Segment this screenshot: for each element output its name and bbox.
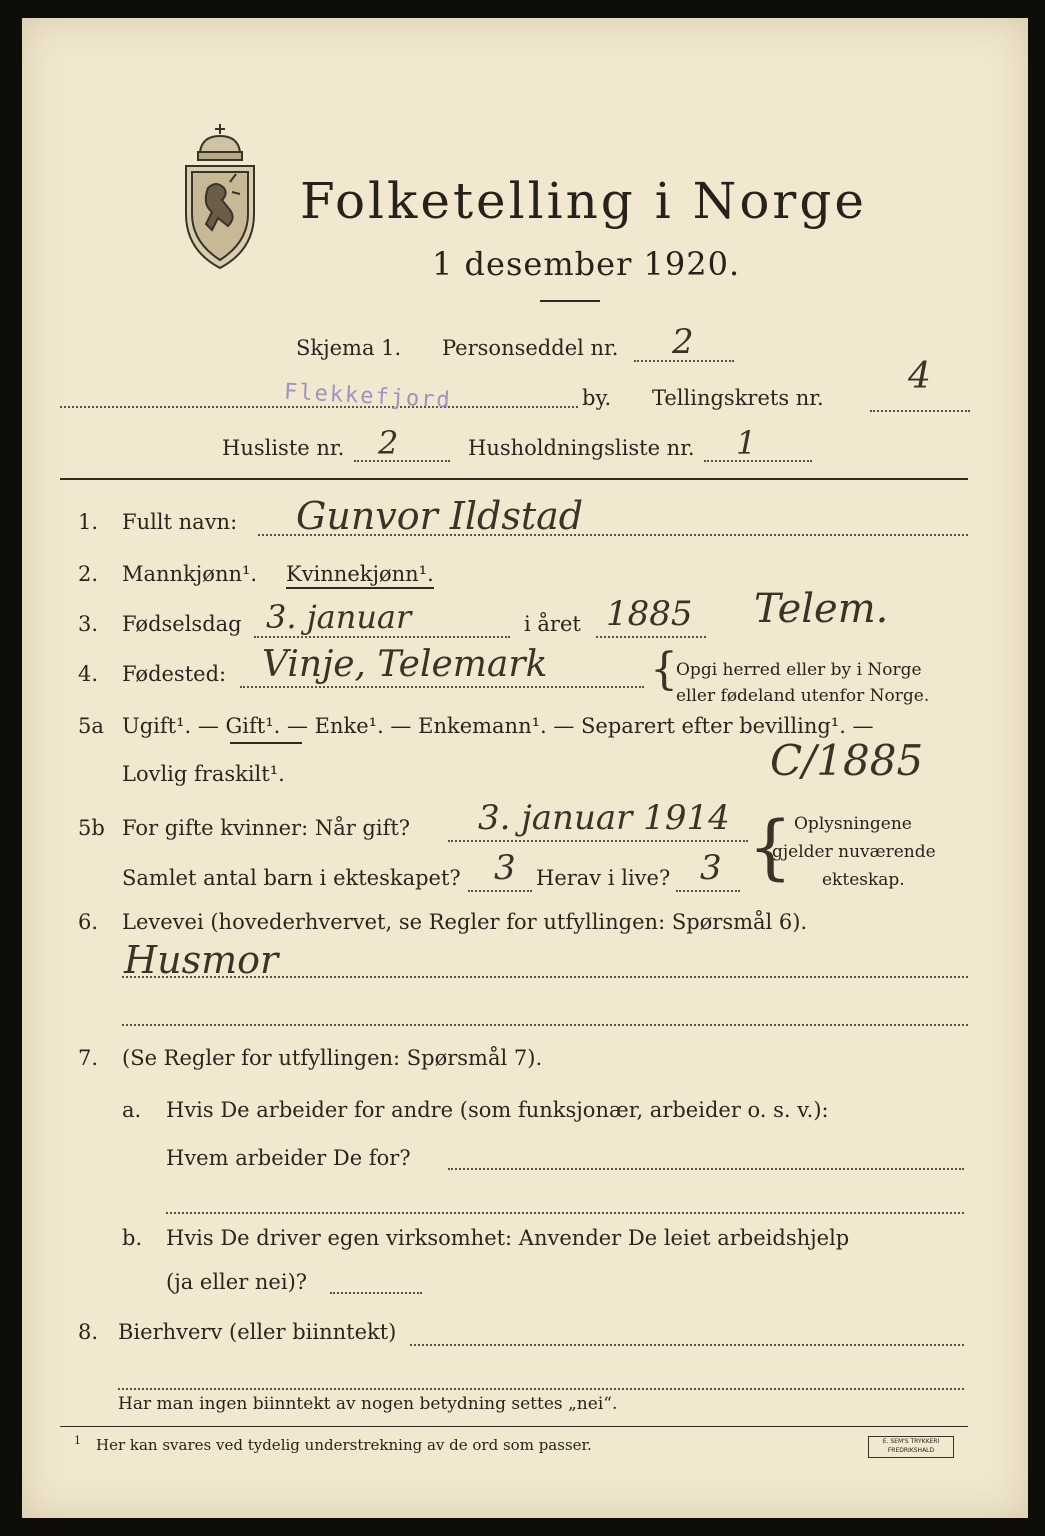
side-income-line-1[interactable] <box>410 1344 964 1346</box>
year-line <box>596 636 706 638</box>
q1-label: Fullt navn: <box>122 510 238 534</box>
full-name-value[interactable]: Gunvor Ildstad <box>296 494 584 538</box>
q5b-note-line2: gjelder nuværende <box>772 842 936 862</box>
gender-female-option[interactable]: Kvinnekjønn¹. <box>286 562 434 589</box>
alive-line <box>676 890 740 892</box>
husliste-line <box>354 460 450 462</box>
q7-number: 7. <box>78 1046 99 1070</box>
q2-number: 2. <box>78 562 99 586</box>
q7a-line1: Hvis De arbeider for andre (som funksjonær, arbeider o. s. v.): <box>166 1098 829 1122</box>
nei-note: Har man ingen biinntekt av nogen betydning settes „nei“. <box>118 1394 618 1414</box>
occupation-line-2 <box>122 1024 968 1026</box>
title-divider <box>540 300 600 302</box>
birthplace-value[interactable]: Vinje, Telemark <box>262 644 548 685</box>
footnote-text: Her kan svares ved tydelig understrekning av de ord som passer. <box>96 1436 592 1454</box>
q6-label: Levevei (hovederhvervet, se Regler for utfyllingen: Spørsmål 6). <box>122 910 808 934</box>
children-label: Samlet antal barn i ekteskapet? <box>122 866 461 890</box>
year-label: i året <box>524 612 581 636</box>
husholdning-label: Husholdningsliste nr. <box>468 436 695 460</box>
birth-extra-note: Telem. <box>754 586 889 632</box>
children-value[interactable]: 3 <box>494 848 516 888</box>
q8-label: Bierhverv (eller biinntekt) <box>118 1320 397 1344</box>
birthplace-line <box>240 686 644 688</box>
footnote-mark: 1 <box>74 1434 81 1447</box>
marital-status-options[interactable]: Ugift¹. — Gift¹. — Enke¹. — Enkemann¹. — Separert efter bevilling¹. — <box>122 714 874 738</box>
marital-margin-note: C/1885 <box>770 736 924 785</box>
marital-status-divorced[interactable]: Lovlig fraskilt¹. <box>122 762 285 786</box>
employer-line-2[interactable] <box>166 1212 964 1214</box>
printer-line2: FREDRIKSHALD <box>887 1447 935 1454</box>
q5b-brace: { <box>748 806 793 888</box>
alive-value[interactable]: 3 <box>700 848 722 888</box>
tellingskrets-value[interactable]: 4 <box>908 356 931 397</box>
husholdning-value[interactable]: 1 <box>736 424 757 462</box>
married-date-value[interactable]: 3. januar 1914 <box>478 798 730 838</box>
alive-label: Herav i live? <box>536 866 671 890</box>
q7b-line1: Hvis De driver egen virksomhet: Anvender De leiet arbeidshjelp <box>166 1226 850 1250</box>
q4-label: Fødested: <box>122 662 227 686</box>
married-label: For gifte kvinner: Når gift? <box>122 816 411 840</box>
occupation-line-1 <box>122 976 968 978</box>
printer-line1: E. SEM'S TRYKKERI <box>882 1438 940 1445</box>
occupation-value[interactable]: Husmor <box>124 938 279 982</box>
q3-number: 3. <box>78 612 99 636</box>
q5a-number: 5a <box>78 714 104 738</box>
q4-note-line1: Opgi herred eller by i Norge <box>676 660 922 680</box>
q8-number: 8. <box>78 1320 99 1344</box>
hired-help-line[interactable] <box>330 1292 422 1294</box>
employer-line-1[interactable] <box>448 1168 964 1170</box>
q7a-line2: Hvem arbeider De for? <box>166 1146 411 1170</box>
q1-number: 1. <box>78 510 99 534</box>
footnote-divider <box>60 1426 968 1427</box>
birth-year-value[interactable]: 1885 <box>606 594 693 634</box>
q3-label: Fødselsdag <box>122 612 242 636</box>
gift-underline <box>230 742 302 744</box>
husholdning-line <box>704 460 812 462</box>
birthday-value[interactable]: 3. januar <box>266 598 412 636</box>
q4-brace: { <box>650 644 678 695</box>
q5b-number: 5b <box>78 816 105 840</box>
husliste-value[interactable]: 2 <box>378 424 399 462</box>
norwegian-coat-of-arms-icon <box>172 122 268 274</box>
children-line <box>468 890 532 892</box>
printer-mark <box>868 1436 954 1458</box>
personseddel-value[interactable]: 2 <box>672 322 694 362</box>
gender-male-option[interactable]: Mannkjønn¹. <box>122 562 258 586</box>
q7b-line2: (ja eller nei)? <box>166 1270 308 1294</box>
by-label: by. <box>582 386 612 410</box>
q6-number: 6. <box>78 910 99 934</box>
side-income-line-2[interactable] <box>118 1388 964 1390</box>
place-stamp: Flekkefjord <box>283 379 453 414</box>
q5b-note-line3: ekteskap. <box>822 870 905 890</box>
birthday-line <box>254 636 510 638</box>
q5b-note-line1: Oplysningene <box>794 814 912 834</box>
q7a-letter: a. <box>122 1098 142 1122</box>
tellingskrets-line <box>870 410 970 412</box>
personseddel-label: Personseddel nr. <box>442 336 619 360</box>
form-title: Folketelling i Norge <box>300 172 867 230</box>
q7b-letter: b. <box>122 1226 143 1250</box>
q4-number: 4. <box>78 662 99 686</box>
q4-note-line2: eller fødeland utenfor Norge. <box>676 686 930 706</box>
married-line <box>448 840 748 842</box>
tellingskrets-label: Tellingskrets nr. <box>652 386 824 410</box>
form-date: 1 desember 1920. <box>432 245 741 283</box>
skjema-label: Skjema 1. <box>296 336 402 360</box>
husliste-label: Husliste nr. <box>222 436 345 460</box>
q7-label: (Se Regler for utfyllingen: Spørsmål 7). <box>122 1046 543 1070</box>
header-divider <box>60 478 968 480</box>
